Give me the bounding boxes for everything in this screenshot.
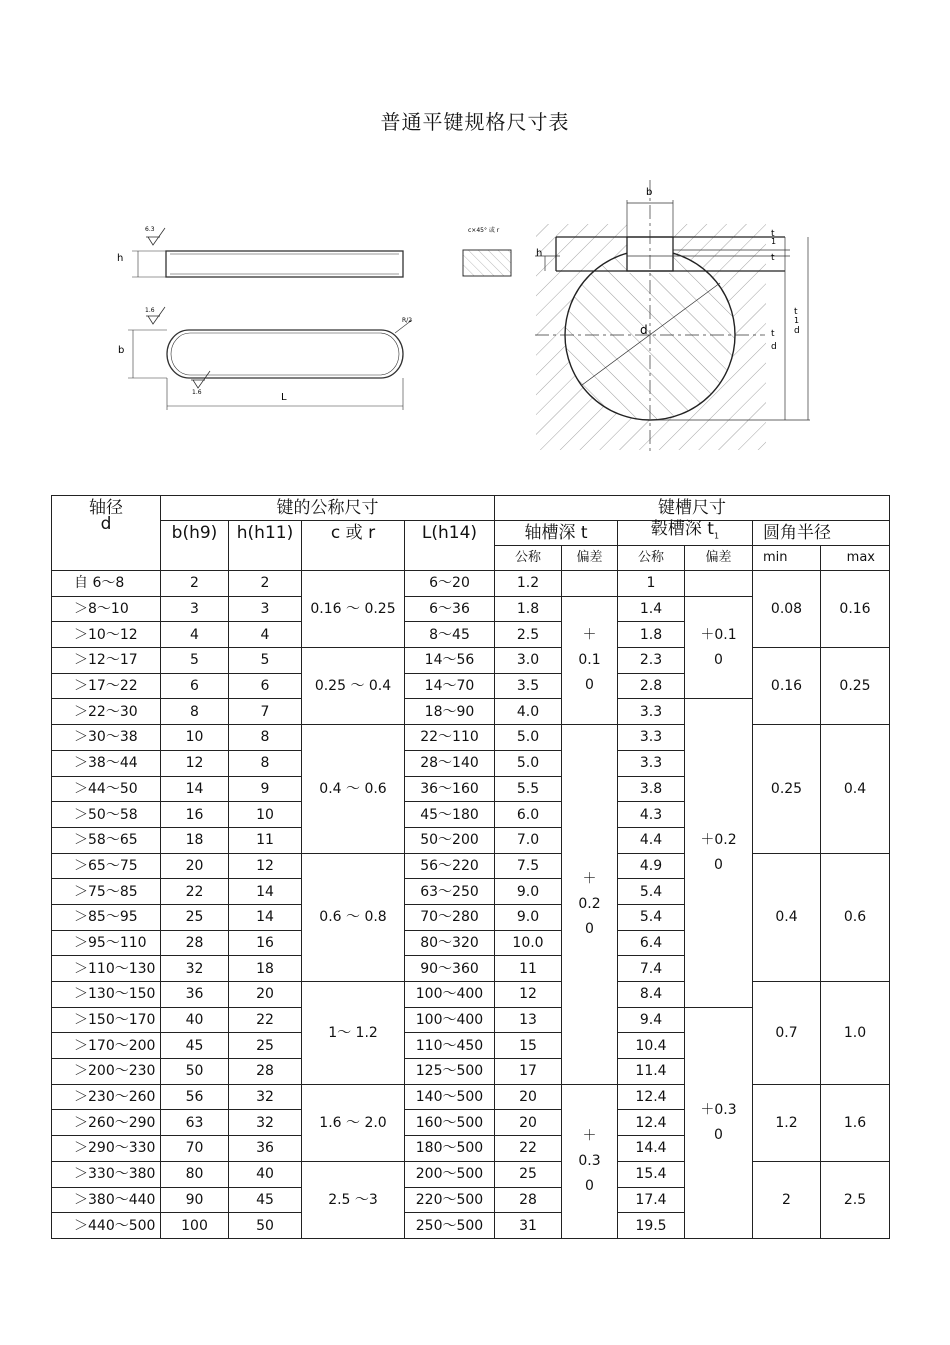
cell-t-dev-a: ＋ (582, 626, 597, 643)
cell-t-dev-c: 0 (585, 920, 594, 937)
cell-h: 12 (229, 853, 302, 879)
cell-t-nominal: 17 (495, 1059, 562, 1085)
cell-b: 100 (161, 1213, 229, 1239)
cell-L: 14～70 (405, 673, 495, 699)
cell-t1-nominal: 1 (618, 571, 685, 597)
cell-shaft-d: ＞65～75 (52, 853, 161, 879)
cell-t1-dev (685, 1007, 753, 1238)
cell-c-or-r: 0.6 ～ 0.8 (302, 853, 405, 981)
cell-t1-nominal: 8.4 (618, 982, 685, 1008)
cell-shaft-d: ＞58～65 (52, 827, 161, 853)
cell-h: 2 (229, 571, 302, 597)
key-top-view (128, 307, 412, 410)
cell-t1-nominal: 3.3 (618, 750, 685, 776)
cell-b: 56 (161, 1084, 229, 1110)
key-drawing (0, 0, 950, 470)
cell-radius-min: 0.16 (753, 648, 821, 725)
cell-t-nominal: 5.0 (495, 750, 562, 776)
cell-L: 140～500 (405, 1084, 495, 1110)
header-shaft-label: 轴径 (89, 498, 123, 518)
cell-t-dev-c: 0 (585, 1177, 594, 1194)
cell-h: 40 (229, 1161, 302, 1187)
header-hub-depth-text: 毂槽深 t (650, 519, 714, 540)
cell-radius-max: 0.4 (821, 725, 890, 853)
header-max: max (821, 546, 890, 571)
cell-radius-min: 0.25 (753, 725, 821, 853)
cell-t1-nominal: 4.4 (618, 827, 685, 853)
cell-h: 14 (229, 904, 302, 930)
chamfer-label: c×45° 或 r (468, 227, 500, 234)
cell-radius-min: 0.4 (753, 853, 821, 981)
header-shaft-depth: 轴槽深 t (495, 521, 618, 546)
cell-b: 16 (161, 802, 229, 828)
roughness-top-label: 6.3 (145, 226, 155, 233)
cell-t1-nominal: 12.4 (618, 1084, 685, 1110)
cell-t1-nominal: 4.9 (618, 853, 685, 879)
cell-h: 16 (229, 930, 302, 956)
header-b: b(h9) (161, 521, 229, 571)
cell-t1-nominal: 2.3 (618, 648, 685, 674)
cell-t1-nominal: 7.4 (618, 956, 685, 982)
cell-b: 32 (161, 956, 229, 982)
cell-shaft-d: ＞30～38 (52, 725, 161, 751)
cell-shaft-d: ＞440～500 (52, 1213, 161, 1239)
cell-t-nominal: 25 (495, 1161, 562, 1187)
cell-t-nominal: 31 (495, 1213, 562, 1239)
header-keyway: 键槽尺寸 (495, 496, 890, 521)
cell-t-dev-b: 0.3 (578, 1152, 601, 1169)
cell-h: 50 (229, 1213, 302, 1239)
cell-radius-max: 0.25 (821, 648, 890, 725)
cell-L: 50～200 (405, 827, 495, 853)
cell-h: 6 (229, 673, 302, 699)
cell-b: 10 (161, 725, 229, 751)
cell-t-nominal: 22 (495, 1136, 562, 1162)
cell-L: 8～45 (405, 622, 495, 648)
cell-t-dev (562, 596, 618, 724)
cell-L: 36～160 (405, 776, 495, 802)
cell-t1-nominal: 17.4 (618, 1187, 685, 1213)
cell-t-nominal: 28 (495, 1187, 562, 1213)
cell-t1-nominal: 12.4 (618, 1110, 685, 1136)
header-shaft-diameter (52, 496, 161, 571)
cell-t1-nominal: 4.3 (618, 802, 685, 828)
cell-radius-max: 2.5 (821, 1161, 890, 1238)
cell-t-nominal: 11 (495, 956, 562, 982)
cell-shaft-d: ＞110～130 (52, 956, 161, 982)
cell-b: 20 (161, 853, 229, 879)
cell-b: 90 (161, 1187, 229, 1213)
cell-L: 100～400 (405, 982, 495, 1008)
cell-L: 28～140 (405, 750, 495, 776)
header-key-nominal: 键的公称尺寸 (161, 496, 495, 521)
header-shaft-d: d (100, 514, 112, 534)
cell-t1-nominal: 5.4 (618, 904, 685, 930)
cell-h: 14 (229, 879, 302, 905)
cell-t1-dev (685, 596, 753, 699)
cell-b: 45 (161, 1033, 229, 1059)
cell-shaft-d: 自 6～8 (52, 571, 161, 597)
cell-shaft-d: ＞38～44 (52, 750, 161, 776)
table-row (52, 1084, 890, 1110)
cell-t1-dev (685, 699, 753, 1007)
cell-b: 5 (161, 648, 229, 674)
cell-b: 14 (161, 776, 229, 802)
cell-radius-min: 0.08 (753, 571, 821, 648)
cell-h: 8 (229, 725, 302, 751)
cell-h: 9 (229, 776, 302, 802)
shaft-hub-section (535, 180, 810, 452)
cell-L: 70～280 (405, 904, 495, 930)
cell-h: 7 (229, 699, 302, 725)
cell-t-nominal: 20 (495, 1110, 562, 1136)
t1d-a-label: t (794, 307, 798, 317)
t1d-c-label: d (794, 326, 800, 336)
cell-L: 125～500 (405, 1059, 495, 1085)
cell-t1-nominal: 10.4 (618, 1033, 685, 1059)
cell-t-dev-a: ＋ (582, 870, 597, 887)
cell-shaft-d: ＞150～170 (52, 1007, 161, 1033)
h-right-label: h (536, 248, 543, 259)
table-row (52, 571, 890, 597)
cell-c-or-r: 0.4 ～ 0.6 (302, 725, 405, 853)
cell-t1-dev-b: 0 (714, 651, 723, 668)
cell-t-nominal: 9.0 (495, 904, 562, 930)
cell-h: 10 (229, 802, 302, 828)
cell-shaft-d: ＞260～290 (52, 1110, 161, 1136)
cell-b: 28 (161, 930, 229, 956)
cell-t-nominal: 20 (495, 1084, 562, 1110)
d-right-label: d (771, 342, 777, 352)
cell-t1-dev-a: ＋0.1 (700, 626, 737, 643)
cell-h: 36 (229, 1136, 302, 1162)
cell-t1-dev-b: 0 (714, 857, 723, 874)
cell-t-nominal: 4.0 (495, 699, 562, 725)
cell-t-dev-c: 0 (585, 676, 594, 693)
cell-t1-nominal: 3.3 (618, 725, 685, 751)
cell-t1-nominal: 11.4 (618, 1059, 685, 1085)
t-upper-label: t (771, 253, 775, 263)
cell-radius-min: 0.7 (753, 982, 821, 1085)
table-row (52, 853, 890, 879)
cell-b: 40 (161, 1007, 229, 1033)
L-label: L (281, 392, 287, 403)
cell-t-nominal: 7.0 (495, 827, 562, 853)
header-dev-t: 偏差 (562, 546, 618, 571)
cell-h: 3 (229, 596, 302, 622)
cell-b: 36 (161, 982, 229, 1008)
cell-t1-nominal: 15.4 (618, 1161, 685, 1187)
cell-b: 50 (161, 1059, 229, 1085)
cell-b: 3 (161, 596, 229, 622)
key-front-view (132, 228, 403, 277)
cell-L: 18～90 (405, 699, 495, 725)
cell-radius-max: 1.6 (821, 1084, 890, 1161)
cell-L: 220～500 (405, 1187, 495, 1213)
cell-t1-dev-a: ＋0.3 (700, 1101, 737, 1118)
cell-t-dev-b: 0.2 (578, 895, 601, 912)
cell-b: 25 (161, 904, 229, 930)
cell-t-dev-a: ＋ (582, 1127, 597, 1144)
cell-L: 80～320 (405, 930, 495, 956)
cell-shaft-d: ＞290～330 (52, 1136, 161, 1162)
cell-t1-nominal: 1.4 (618, 596, 685, 622)
cell-t1-dev-b: 0 (714, 1126, 723, 1143)
cell-h: 25 (229, 1033, 302, 1059)
cell-h: 28 (229, 1059, 302, 1085)
cell-c-or-r: 0.25 ～ 0.4 (302, 648, 405, 725)
cell-t1-nominal: 2.8 (618, 673, 685, 699)
table-row (52, 982, 890, 1008)
table-row (52, 725, 890, 751)
cell-L: 6～20 (405, 571, 495, 597)
cell-t1-dev-a: ＋0.2 (700, 832, 737, 849)
header-nominal-t1: 公称 (618, 546, 685, 571)
cell-h: 11 (229, 827, 302, 853)
cell-shaft-d: ＞22～30 (52, 699, 161, 725)
cell-L: 110～450 (405, 1033, 495, 1059)
cell-L: 14～56 (405, 648, 495, 674)
cell-t1-nominal: 3.3 (618, 699, 685, 725)
cell-t-nominal: 2.5 (495, 622, 562, 648)
b-left-label: b (118, 345, 125, 356)
cell-shaft-d: ＞330～380 (52, 1161, 161, 1187)
cell-t-nominal: 13 (495, 1007, 562, 1033)
header-c: c 或 r (302, 521, 405, 571)
cell-shaft-d: ＞50～58 (52, 802, 161, 828)
cell-shaft-d: ＞75～85 (52, 879, 161, 905)
cell-shaft-d: ＞44～50 (52, 776, 161, 802)
cell-shaft-d: ＞17～22 (52, 673, 161, 699)
cell-shaft-d: ＞12～17 (52, 648, 161, 674)
header-radius: 圆角半径 (753, 521, 890, 546)
cell-h: 22 (229, 1007, 302, 1033)
cell-b: 6 (161, 673, 229, 699)
cell-L: 22～110 (405, 725, 495, 751)
cell-L: 250～500 (405, 1213, 495, 1239)
cell-b: 70 (161, 1136, 229, 1162)
table-row (52, 648, 890, 674)
cell-L: 100～400 (405, 1007, 495, 1033)
cell-shaft-d: ＞85～95 (52, 904, 161, 930)
cell-b: 18 (161, 827, 229, 853)
cell-t-nominal: 3.0 (495, 648, 562, 674)
cell-radius-max: 1.0 (821, 982, 890, 1085)
cell-shaft-d: ＞130～150 (52, 982, 161, 1008)
cell-t-nominal: 3.5 (495, 673, 562, 699)
cell-t1-nominal: 1.8 (618, 622, 685, 648)
cell-t1-dev-blank (685, 571, 753, 597)
t1d-b-label: 1 (794, 316, 800, 325)
header-hub-depth (618, 521, 753, 546)
cell-shaft-d: ＞10～12 (52, 622, 161, 648)
t1-sub-label: 1 (771, 237, 777, 246)
header-nominal-t: 公称 (495, 546, 562, 571)
cell-t1-nominal: 9.4 (618, 1007, 685, 1033)
h-left-label: h (117, 253, 124, 264)
cell-shaft-d: ＞8～10 (52, 596, 161, 622)
cell-t-nominal: 9.0 (495, 879, 562, 905)
cell-h: 18 (229, 956, 302, 982)
header-L: L(h14) (405, 521, 495, 571)
cell-shaft-d: ＞380～440 (52, 1187, 161, 1213)
cell-t-nominal: 7.5 (495, 853, 562, 879)
key-spec-table (51, 495, 890, 1239)
cell-b: 8 (161, 699, 229, 725)
cell-L: 45～180 (405, 802, 495, 828)
cell-radius-min: 2 (753, 1161, 821, 1238)
key-section (463, 250, 511, 276)
cell-radius-max: 0.6 (821, 853, 890, 981)
cell-t-nominal: 1.2 (495, 571, 562, 597)
cell-shaft-d: ＞200～230 (52, 1059, 161, 1085)
cell-L: 180～500 (405, 1136, 495, 1162)
cell-t1-nominal: 14.4 (618, 1136, 685, 1162)
header-hub-depth-sub: 1 (713, 531, 720, 541)
cell-t-dev (562, 1084, 618, 1238)
cell-t1-nominal: 3.8 (618, 776, 685, 802)
cell-h: 32 (229, 1084, 302, 1110)
d-center-label: d (640, 323, 648, 337)
cell-L: 200～500 (405, 1161, 495, 1187)
cell-shaft-d: ＞95～110 (52, 930, 161, 956)
cell-h: 8 (229, 750, 302, 776)
cell-shaft-d: ＞170～200 (52, 1033, 161, 1059)
cell-b: 63 (161, 1110, 229, 1136)
cell-t-dev-blank (562, 571, 618, 597)
cell-t-nominal: 5.5 (495, 776, 562, 802)
b-top-label: b (646, 187, 653, 198)
cell-b: 4 (161, 622, 229, 648)
cell-L: 56～220 (405, 853, 495, 879)
cell-t-dev (562, 725, 618, 1085)
cell-h: 45 (229, 1187, 302, 1213)
cell-t-nominal: 5.0 (495, 725, 562, 751)
document-title: 普通平键规格尺寸表 (380, 110, 570, 134)
cell-h: 4 (229, 622, 302, 648)
cell-L: 6～36 (405, 596, 495, 622)
cell-b: 22 (161, 879, 229, 905)
t1-upper-label: t (771, 229, 775, 239)
cell-c-or-r: 2.5 ～3 (302, 1161, 405, 1238)
cell-t1-nominal: 5.4 (618, 879, 685, 905)
cell-t-nominal: 12 (495, 982, 562, 1008)
header-dev-t1: 偏差 (685, 546, 753, 571)
cell-radius-max: 0.16 (821, 571, 890, 648)
cell-radius-min: 1.2 (753, 1084, 821, 1161)
cell-t-nominal: 15 (495, 1033, 562, 1059)
cell-t1-nominal: 19.5 (618, 1213, 685, 1239)
cell-L: 160～500 (405, 1110, 495, 1136)
cell-t-nominal: 6.0 (495, 802, 562, 828)
cell-h: 5 (229, 648, 302, 674)
roughness-bot-label: 1.6 (192, 389, 202, 396)
cell-t-nominal: 1.8 (495, 596, 562, 622)
cell-t1-nominal: 6.4 (618, 930, 685, 956)
cell-b: 12 (161, 750, 229, 776)
cell-L: 63～250 (405, 879, 495, 905)
cell-h: 32 (229, 1110, 302, 1136)
roughness-mid-label: 1.6 (145, 307, 155, 314)
cell-h: 20 (229, 982, 302, 1008)
cell-b: 80 (161, 1161, 229, 1187)
cell-c-or-r: 0.16 ～ 0.25 (302, 571, 405, 648)
cell-shaft-d: ＞230～260 (52, 1084, 161, 1110)
cell-c-or-r: 1.6 ～ 2.0 (302, 1084, 405, 1161)
radius-label: R/2 (402, 317, 413, 324)
cell-b: 2 (161, 571, 229, 597)
header-h: h(h11) (229, 521, 302, 571)
cell-c-or-r: 1～ 1.2 (302, 982, 405, 1085)
header-min: min (753, 546, 821, 571)
cell-L: 90～360 (405, 956, 495, 982)
cell-t-dev-b: 0.1 (578, 651, 601, 668)
cell-t-nominal: 10.0 (495, 930, 562, 956)
table-row (52, 1161, 890, 1187)
t-right-label: t (771, 329, 775, 339)
